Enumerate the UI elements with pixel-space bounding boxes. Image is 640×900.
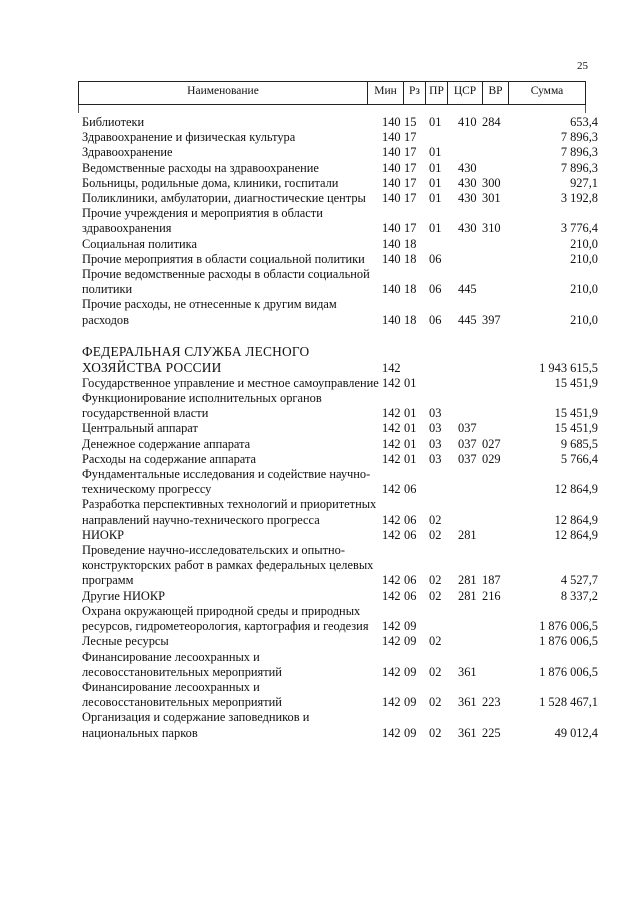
cell-pr: 06 — [429, 251, 442, 266]
row-codes — [82, 145, 602, 160]
cell-min: 140 — [382, 160, 401, 175]
row-name: Организация и содержание заповедников и национальных парков — [82, 710, 310, 740]
cell-pr: 02 — [429, 573, 442, 588]
cell-csr: 410 — [458, 115, 477, 129]
header-tick-right — [585, 105, 586, 113]
cell-pr: 03 — [429, 451, 442, 466]
table-row — [82, 421, 602, 436]
row-codes — [82, 361, 602, 376]
cell-min: 142 — [382, 619, 401, 634]
cell-rz: 17 — [404, 145, 417, 160]
row-name: Прочие ведомственные расходы в области социальной политики — [82, 267, 370, 297]
cell-rz: 18 — [404, 312, 417, 327]
cell-min: 140 — [382, 312, 401, 327]
cell-csr: 430 — [458, 221, 477, 236]
page-number: 25 — [577, 60, 588, 72]
cell-csr: 037 — [458, 421, 477, 436]
cell-sum: 7 896,3 — [560, 160, 598, 175]
cell-sum: 4 527,7 — [560, 573, 598, 588]
cell-sum: 653,4 — [570, 115, 598, 129]
row-name: Прочие расходы, не отнесенные к другим видам расходов — [82, 297, 337, 327]
cell-vr: 397 — [482, 312, 501, 327]
row-name: Государственное управление и местное самоуправление — [82, 375, 379, 390]
cell-csr: 430 — [458, 191, 477, 206]
row-name: Финансирование лесоохранных и лесовосстановительных мероприятий — [82, 649, 282, 679]
row-codes — [82, 619, 602, 634]
row-codes — [82, 237, 602, 252]
header-csr: ЦСР — [447, 82, 482, 104]
table-row — [82, 161, 602, 176]
cell-vr: 300 — [482, 175, 501, 190]
row-codes — [82, 406, 602, 421]
cell-rz: 09 — [404, 634, 417, 649]
section-heading: ФЕДЕРАЛЬНАЯ СЛУЖБА ЛЕСНОГО ХОЗЯЙСТВА РОССИИ — [82, 343, 310, 375]
row-codes — [82, 252, 602, 267]
row-name: Библиотеки — [82, 115, 145, 129]
row-name: Поликлиники, амбулатории, диагностические центры — [82, 191, 366, 206]
table-row — [82, 176, 602, 191]
header-name: Наименование — [187, 85, 259, 97]
row-codes — [82, 421, 602, 436]
cell-min: 142 — [382, 421, 401, 436]
table-row — [82, 467, 602, 497]
cell-pr: 02 — [429, 527, 442, 542]
cell-pr: 01 — [429, 145, 442, 160]
cell-vr: 223 — [482, 695, 501, 710]
cell-rz: 01 — [404, 451, 417, 466]
row-codes — [82, 726, 602, 741]
cell-pr: 01 — [429, 221, 442, 236]
row-codes — [82, 634, 602, 649]
header-tick-left — [78, 105, 79, 113]
cell-vr: 187 — [482, 573, 501, 588]
table-row — [82, 680, 602, 710]
cell-csr: 281 — [458, 588, 477, 603]
header-sum: Сумма — [508, 82, 585, 104]
table-row — [82, 376, 602, 391]
row-codes — [82, 282, 602, 297]
cell-rz: 01 — [404, 375, 417, 390]
row-name: Другие НИОКР — [82, 588, 165, 603]
row-name: Прочие мероприятия в области социальной политики — [82, 251, 365, 266]
row-codes — [82, 221, 602, 236]
row-codes — [82, 176, 602, 191]
cell-sum: 1 943 615,5 — [539, 360, 598, 375]
table-row — [82, 344, 602, 376]
cell-pr: 02 — [429, 512, 442, 527]
row-codes — [82, 574, 602, 589]
row-name: НИОКР — [82, 527, 124, 542]
cell-min: 140 — [382, 282, 401, 297]
cell-min: 142 — [382, 527, 401, 542]
table-row — [82, 543, 602, 589]
cell-min: 142 — [382, 664, 401, 679]
cell-sum: 5 766,4 — [560, 451, 598, 466]
cell-sum: 12 864,9 — [554, 527, 598, 542]
cell-min: 140 — [382, 191, 401, 206]
row-codes — [82, 437, 602, 452]
table-row — [82, 297, 602, 327]
table-row — [82, 145, 602, 160]
cell-rz: 09 — [404, 695, 417, 710]
row-codes — [82, 161, 602, 176]
row-codes — [82, 513, 602, 528]
cell-pr: 02 — [429, 634, 442, 649]
cell-sum: 9 685,5 — [560, 436, 598, 451]
row-name: Денежное содержание аппарата — [82, 436, 251, 451]
row-name: Ведомственные расходы на здравоохранение — [82, 160, 319, 175]
row-codes — [82, 115, 602, 130]
cell-sum: 8 337,2 — [560, 588, 598, 603]
cell-min: 142 — [382, 436, 401, 451]
cell-sum: 210,0 — [570, 312, 598, 327]
cell-sum: 1 876 006,5 — [539, 664, 598, 679]
cell-rz: 15 — [404, 115, 417, 129]
cell-csr: 430 — [458, 175, 477, 190]
table-row — [82, 115, 602, 130]
cell-pr: 01 — [429, 115, 442, 129]
row-codes — [82, 482, 602, 497]
cell-rz: 01 — [404, 436, 417, 451]
cell-rz: 01 — [404, 406, 417, 421]
cell-sum: 15 451,9 — [554, 375, 598, 390]
row-name: Здравоохранение и физическая культура — [82, 130, 296, 145]
row-name: Больницы, родильные дома, клиники, госпитали — [82, 175, 339, 190]
cell-csr: 037 — [458, 451, 477, 466]
cell-rz: 09 — [404, 664, 417, 679]
cell-sum: 927,1 — [570, 175, 598, 190]
cell-csr: 430 — [458, 160, 477, 175]
table-row — [82, 391, 602, 421]
table-row — [82, 528, 602, 543]
cell-vr: 284 — [482, 115, 501, 129]
cell-rz: 17 — [404, 160, 417, 175]
cell-min: 142 — [382, 512, 401, 527]
row-name: Проведение научно-исследовательских и опытно-конструкторских работ в рамках федеральных целевых программ — [82, 543, 374, 588]
cell-rz: 17 — [404, 221, 417, 236]
cell-vr: 027 — [482, 436, 501, 451]
row-codes — [82, 376, 602, 391]
table-row — [82, 252, 602, 267]
cell-rz: 09 — [404, 725, 417, 740]
cell-sum: 210,0 — [570, 236, 598, 251]
cell-vr: 029 — [482, 451, 501, 466]
cell-min: 142 — [382, 451, 401, 466]
row-name: Прочие учреждения и мероприятия в области здравоохранения — [82, 206, 323, 236]
cell-sum: 1 876 006,5 — [539, 634, 598, 649]
table-row — [82, 497, 602, 527]
cell-csr: 361 — [458, 664, 477, 679]
cell-csr: 281 — [458, 573, 477, 588]
cell-csr: 281 — [458, 527, 477, 542]
cell-min: 142 — [382, 695, 401, 710]
table-row — [82, 206, 602, 236]
row-name: Разработка перспективных технологий и приоритетных направлений научно-технического прогресса — [82, 497, 377, 527]
cell-pr: 02 — [429, 664, 442, 679]
cell-sum: 3 776,4 — [560, 221, 598, 236]
row-name: Расходы на содержание аппарата — [82, 451, 257, 466]
cell-vr: 301 — [482, 191, 501, 206]
table-row — [82, 130, 602, 145]
cell-rz: 17 — [404, 175, 417, 190]
cell-pr: 02 — [429, 588, 442, 603]
cell-rz: 18 — [404, 236, 417, 251]
row-name: Функционирование исполнительных органов государственной власти — [82, 391, 322, 421]
cell-min: 142 — [382, 360, 401, 375]
table-row — [82, 650, 602, 680]
cell-rz: 06 — [404, 588, 417, 603]
row-codes — [82, 528, 602, 543]
cell-vr: 310 — [482, 221, 501, 236]
header-rz: Рз — [403, 82, 425, 104]
row-codes — [82, 191, 602, 206]
cell-min: 142 — [382, 588, 401, 603]
row-codes — [82, 589, 602, 604]
cell-rz: 17 — [404, 191, 417, 206]
row-codes — [82, 130, 602, 145]
table-row — [82, 710, 602, 740]
table-row — [82, 437, 602, 452]
table-row — [82, 634, 602, 649]
cell-min: 140 — [382, 251, 401, 266]
cell-min: 142 — [382, 573, 401, 588]
cell-pr: 06 — [429, 312, 442, 327]
cell-sum: 15 451,9 — [554, 421, 598, 436]
cell-min: 140 — [382, 221, 401, 236]
table-row — [82, 452, 602, 467]
cell-min: 142 — [382, 406, 401, 421]
cell-pr: 01 — [429, 160, 442, 175]
cell-sum: 1 528 467,1 — [539, 695, 598, 710]
row-name: Охрана окружающей природной среды и природных ресурсов, гидрометеорология, картография и геодезия — [82, 603, 369, 634]
cell-vr: 225 — [482, 725, 501, 740]
row-name: Финансирование лесоохранных и лесовосстановительных мероприятий — [82, 679, 282, 710]
cell-sum: 7 896,3 — [560, 145, 598, 160]
cell-rz: 01 — [404, 421, 417, 436]
row-codes — [82, 665, 602, 680]
cell-sum: 7 896,3 — [560, 130, 598, 145]
row-codes — [82, 313, 602, 328]
cell-pr: 02 — [429, 725, 442, 740]
cell-rz: 06 — [404, 573, 417, 588]
table-row — [82, 191, 602, 206]
cell-sum: 210,0 — [570, 282, 598, 297]
cell-min: 140 — [382, 115, 401, 129]
cell-sum: 12 864,9 — [554, 482, 598, 497]
cell-sum: 12 864,9 — [554, 512, 598, 527]
header-vr: ВР — [482, 82, 508, 104]
cell-csr: 361 — [458, 725, 477, 740]
cell-csr: 445 — [458, 282, 477, 297]
table-header — [78, 81, 586, 105]
row-name: Здравоохранение — [82, 145, 173, 160]
cell-pr: 01 — [429, 175, 442, 190]
cell-min: 142 — [382, 375, 401, 390]
cell-rz: 18 — [404, 282, 417, 297]
cell-csr: 361 — [458, 695, 477, 710]
cell-min: 140 — [382, 145, 401, 160]
row-name: Социальная политика — [82, 236, 197, 251]
cell-min: 140 — [382, 236, 401, 251]
cell-rz: 06 — [404, 527, 417, 542]
row-codes — [82, 695, 602, 710]
cell-rz: 06 — [404, 512, 417, 527]
row-codes — [82, 452, 602, 467]
cell-rz: 06 — [404, 482, 417, 497]
section-spacer — [82, 328, 602, 344]
cell-pr: 03 — [429, 406, 442, 421]
row-name: Фундаментальные исследования и содействие научно-техническому прогрессу — [82, 467, 371, 497]
table-row — [82, 589, 602, 604]
cell-csr: 037 — [458, 436, 477, 451]
cell-rz: 18 — [404, 251, 417, 266]
cell-sum: 15 451,9 — [554, 406, 598, 421]
cell-csr: 445 — [458, 312, 477, 327]
row-name: Центральный аппарат — [82, 421, 198, 436]
cell-min: 140 — [382, 175, 401, 190]
cell-rz: 09 — [404, 619, 417, 634]
cell-pr: 03 — [429, 436, 442, 451]
table-row — [82, 604, 602, 634]
cell-vr: 216 — [482, 588, 501, 603]
header-pr: ПР — [425, 82, 447, 104]
table-row — [82, 237, 602, 252]
budget-table-body — [82, 115, 602, 741]
table-row — [82, 267, 602, 297]
cell-sum: 49 012,4 — [554, 725, 598, 740]
cell-pr: 03 — [429, 421, 442, 436]
cell-min: 142 — [382, 482, 401, 497]
cell-sum: 210,0 — [570, 251, 598, 266]
cell-rz: 17 — [404, 130, 417, 145]
cell-min: 140 — [382, 130, 401, 145]
row-name: Лесные ресурсы — [82, 634, 169, 649]
cell-min: 142 — [382, 725, 401, 740]
cell-sum: 1 876 006,5 — [539, 619, 598, 634]
cell-pr: 01 — [429, 191, 442, 206]
cell-pr: 06 — [429, 282, 442, 297]
header-min: Мин — [367, 82, 403, 104]
cell-min: 142 — [382, 634, 401, 649]
cell-sum: 3 192,8 — [560, 191, 598, 206]
cell-pr: 02 — [429, 695, 442, 710]
